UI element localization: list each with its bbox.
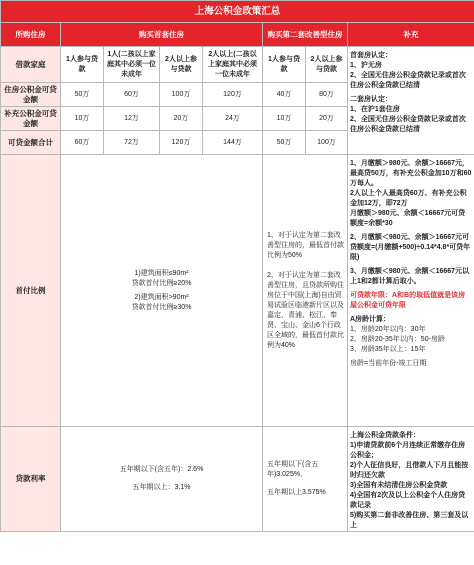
text-line: 五年期以下(含五年)：2.6% xyxy=(119,466,204,473)
supplement-line: 1、月缴额＞980元、余额＞16667元，最高贷50万，有补充公积金加10万和60万每人。 xyxy=(350,160,472,187)
supplement-note-highlight: 可贷款年限：A和B的取低值就是该房屋公积金可贷年限 xyxy=(350,292,466,309)
subheader-cell: 1人参与贷款 xyxy=(263,47,306,83)
value-cell: 100万 xyxy=(306,131,348,155)
value-cell: 50万 xyxy=(61,83,104,107)
row-label-borrower: 借款家庭 xyxy=(1,47,61,83)
spacer xyxy=(267,480,345,488)
value-cell: 60万 xyxy=(104,83,160,107)
supplement-line: 5)购买第二套非改善住房、第三套及以上 xyxy=(350,512,469,529)
supplement-line: 3、月缴额＜980元、余额＜16667元以上1和2都计算后取小。 xyxy=(350,268,470,285)
header-purchase: 所购住房 xyxy=(1,23,61,47)
text-line: 1、对于认定为第二套改善型住房的，最低首付款比例为50% xyxy=(267,231,344,259)
row-label-supplementary-fund: 补充公积金可贷金额 xyxy=(1,107,61,131)
spacer xyxy=(63,475,260,483)
text-line: 贷款首付比例≥20% xyxy=(131,279,192,287)
value-cell: 60万 xyxy=(61,131,104,155)
row-label-housing-fund: 住房公积金可贷金额 xyxy=(1,83,61,107)
supplement-line: 上海公积金贷款条件： xyxy=(350,432,420,439)
down-payment-second-home xyxy=(263,155,348,427)
value-cell: 72万 xyxy=(104,131,160,155)
supplement-line: 1、房龄20年以内：30年 xyxy=(350,326,426,333)
supplement-line: 1)申请贷款前6个月连续正常缴存住房公积金； xyxy=(350,442,466,459)
text-line: 五年期以上：3.1% xyxy=(132,484,191,491)
text-line: 2、对于认定为第二套改善型住房，且贷款所购住房位于中国(上海)自由贸易试验区临港新片区以及嘉定、青浦、松江、奉贤、宝山、金山6个行政区全域的，最低首付款比例为40% xyxy=(267,271,344,349)
value-cell: 12万 xyxy=(104,107,160,131)
row-label-loan-rate: 贷款利率 xyxy=(1,427,61,532)
subheader-cell: 1人参与贷款 xyxy=(61,47,104,83)
value-cell: 40万 xyxy=(263,83,306,107)
supplement-line: 2、房龄20-35年以内：50-房龄 xyxy=(350,336,445,343)
subheader-cell: 2人以上参与贷款 xyxy=(306,47,348,83)
supplement-home-definition xyxy=(348,47,474,155)
loan-rate-second-home xyxy=(263,427,348,532)
supplement-line: 二套房认定： xyxy=(350,96,392,103)
supplement-line: 2人以上个人最高贷60万、有补充公积金加12万，即72万 xyxy=(350,190,467,207)
subheader-cell: 2人以上参与贷款 xyxy=(160,47,203,83)
subheader-cell: 2人以上(二孩以上家庭其中必须一位未成年 xyxy=(203,47,263,83)
text-line: 五年期以上3.575% xyxy=(267,489,326,496)
text-line: 2)建筑面积>90m² xyxy=(134,293,189,301)
supplement-line: 1、沪无房 xyxy=(350,62,382,69)
value-cell: 100万 xyxy=(160,83,203,107)
supplement-line: A房龄计算： xyxy=(350,316,391,323)
supplement-line: 房龄=当前年份-竣工日期 xyxy=(350,360,427,367)
supplement-line: 2、全国无住房公积金贷款记录或首次住房公积金贷款已结清 xyxy=(350,72,466,89)
value-cell: 120万 xyxy=(160,131,203,155)
text-line: 贷款首付比例≥30% xyxy=(131,303,192,311)
spacer xyxy=(267,261,345,271)
value-cell: 10万 xyxy=(61,107,104,131)
supplement-line: 2)个人征信良好，且借款人下月且能按时归还欠款 xyxy=(350,462,469,479)
supplement-line: 1、在沪1套住房 xyxy=(350,106,400,113)
page-title: 上海公积金政策汇总 xyxy=(1,1,474,23)
supplement-line: 2、全国无住房公积金贷款记录或首次住房公积金贷款已结清 xyxy=(350,116,466,133)
loan-rate-first-home xyxy=(61,427,263,532)
header-first-home: 购买首套住房 xyxy=(61,23,263,47)
supplement-loan-conditions xyxy=(348,427,474,532)
supplement-line: 2、月缴额＜980元、余额＞16667元可贷额度=(月缴额+500)÷0.14*4.8*可贷年限) xyxy=(350,234,471,261)
supplement-line: 4)全国有2次及以上公积金个人住房贷款记录 xyxy=(350,492,466,509)
value-cell: 24万 xyxy=(203,107,263,131)
supplement-line: 月缴额＞980元、余额＜16667元可贷额度=余额*30 xyxy=(350,210,466,227)
text-line: 五年期以下(含五年)3.025%, xyxy=(267,461,319,478)
subheader-cell: 1人(二孩以上家庭其中必须一位未成年 xyxy=(104,47,160,83)
supplement-line: 3)全国有未结清住房公积金贷款 xyxy=(350,482,448,489)
value-cell: 50万 xyxy=(263,131,306,155)
row-label-total: 可贷金额合计 xyxy=(1,131,61,155)
value-cell: 10万 xyxy=(263,107,306,131)
header-supplement: 补充 xyxy=(348,23,474,47)
value-cell: 120万 xyxy=(203,83,263,107)
value-cell: 144万 xyxy=(203,131,263,155)
value-cell: 80万 xyxy=(306,83,348,107)
supplement-loan-amount xyxy=(348,155,474,427)
header-second-home: 购买第二套改善型住房 xyxy=(263,23,348,47)
text-line: 1)建筑面积≤90m² xyxy=(134,269,189,277)
down-payment-first-home xyxy=(61,155,263,427)
value-cell: 20万 xyxy=(306,107,348,131)
row-label-down-payment: 首付比例 xyxy=(1,155,61,427)
supplement-line: 首套房认定： xyxy=(350,52,392,59)
value-cell: 20万 xyxy=(160,107,203,131)
supplement-line: 3、房龄35年以上：15年 xyxy=(350,346,426,353)
